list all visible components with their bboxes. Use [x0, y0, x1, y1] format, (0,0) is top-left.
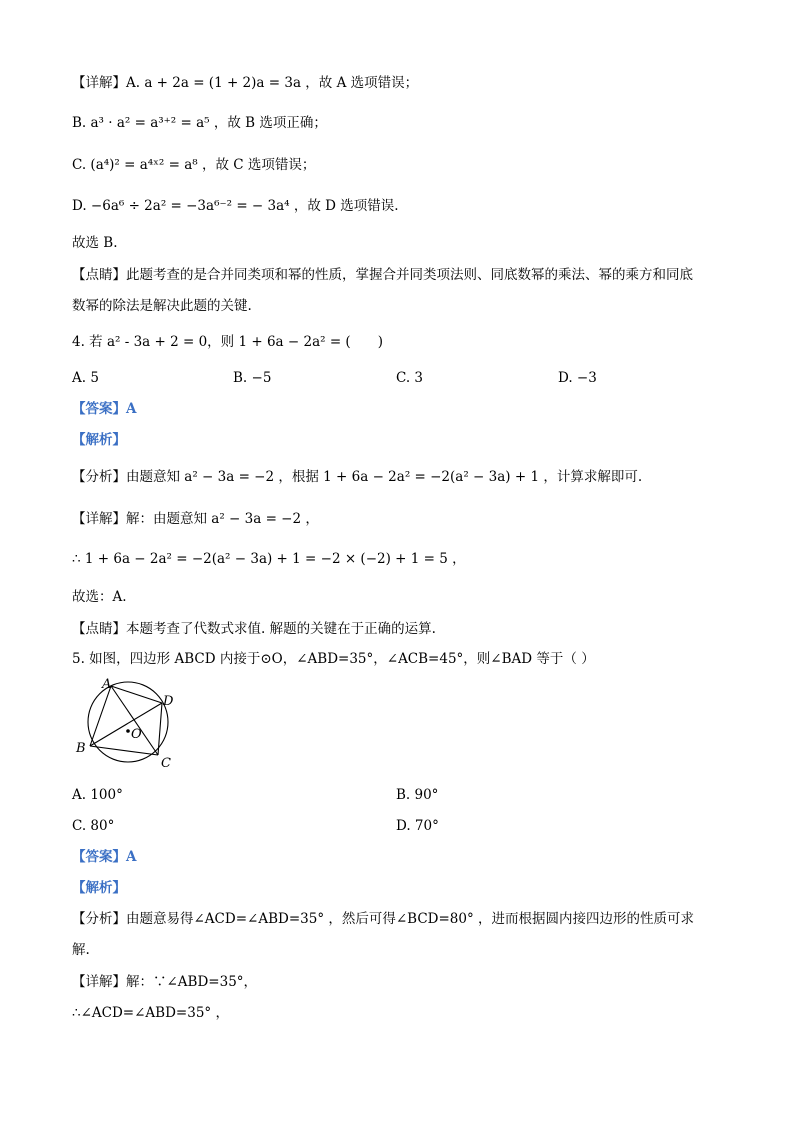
- q5-analysis-2: 解.: [72, 942, 90, 958]
- q4-option-b: B. −5: [233, 370, 272, 386]
- q4-option-a: A. 5: [72, 370, 99, 386]
- q5-answer: 【答案】A: [72, 849, 137, 865]
- solution-c: C. (a⁴)² = a⁴ˣ² = a⁸ ，故 C 选项错误；: [72, 157, 316, 173]
- q5-detail: 【详解】解：∵∠ABD=35°，: [72, 974, 258, 990]
- segment-ac: [111, 686, 158, 755]
- label-b: B: [76, 741, 86, 756]
- segment-ad: [111, 686, 162, 703]
- q4-option-c: C. 3: [396, 370, 424, 386]
- label-a: A: [102, 677, 112, 692]
- q4-answer: 【答案】A: [72, 401, 137, 417]
- label-d: D: [163, 694, 174, 709]
- q5-analysis-heading: 【解析】: [72, 880, 126, 896]
- q5-option-a: A. 100°: [72, 787, 123, 803]
- label-c: C: [161, 756, 171, 771]
- q4-note: 【点睛】本题考查了代数式求值. 解题的关键在于正确的运算.: [72, 621, 436, 637]
- segment-ab: [90, 686, 111, 746]
- circle-o: [88, 682, 168, 762]
- q4-detail: 【详解】解：由题意知 a² − 3a = −2 ，: [72, 511, 319, 527]
- q4-option-d: D. −3: [558, 370, 597, 386]
- label-o: O: [131, 727, 142, 742]
- segment-cd: [158, 703, 162, 755]
- circle-quadrilateral-figure: [70, 676, 190, 772]
- choice-b: 故选 B.: [72, 235, 118, 251]
- q4-choice: 故选：A.: [72, 589, 127, 605]
- q4-analysis: 【分析】由题意知 a² − 3a = −2 ，根据 1 + 6a − 2a² = −2(a² − 3a) + 1 ，计算求解即可.: [72, 469, 643, 485]
- segment-bd: [90, 703, 162, 746]
- q5-therefore: ∴∠ACD=∠ABD=35° ，: [72, 1005, 229, 1021]
- q5-option-c: C. 80°: [72, 818, 115, 834]
- solution-b: B. a³ · a² = a³⁺² = a⁵ ，故 B 选项正确；: [72, 115, 327, 131]
- note-line-2: 数幂的除法是解决此题的关键.: [72, 298, 252, 314]
- q4-analysis-heading: 【解析】: [72, 432, 126, 448]
- q5-analysis-1: 【分析】由题意易得∠ACD=∠ABD=35° ，然后可得∠BCD=80° ，进而根据圆内接四边形的性质可求: [72, 911, 695, 927]
- note-line-1: 【点睛】此题考查的是合并同类项和幂的性质，掌握合并同类项法则、同底数幂的乘法、幂的乘方和同底: [72, 267, 693, 283]
- center-point: [126, 729, 130, 733]
- question-4: 4. 若 a² - 3a + 2 = 0，则 1 + 6a − 2a² = ( ): [72, 334, 383, 350]
- solution-d: D. −6a⁶ ÷ 2a² = −3a⁶⁻² = − 3a⁴ ，故 D 选项错误.: [72, 198, 399, 214]
- solution-a: 【详解】A. a + 2a = (1 + 2)a = 3a ，故 A 选项错误；: [72, 75, 419, 91]
- question-5: 5. 如图，四边形 ABCD 内接于⊙O，∠ABD=35°，∠ACB=45°，则∠BAD 等于（ ）: [72, 651, 595, 667]
- q5-option-b: B. 90°: [396, 787, 439, 803]
- q4-therefore: ∴ 1 + 6a − 2a² = −2(a² − 3a) + 1 = −2 × (−2) + 1 = 5 ，: [72, 551, 466, 567]
- q5-option-d: D. 70°: [396, 818, 439, 834]
